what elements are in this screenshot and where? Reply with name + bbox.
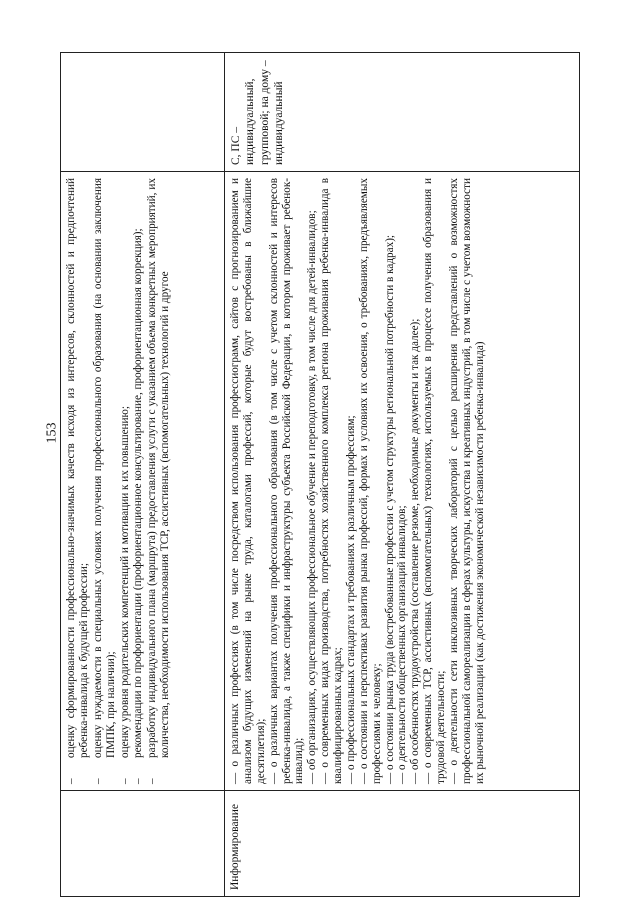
service-form-cell: С, ПС – индивидуальный, групповой; на дому – индивидуальный — [230, 60, 286, 165]
list-item: — о деятельности общественных организаций инвалидов; — [396, 505, 409, 784]
list-item: – оценку сформированности профессионально-значимых качеств исходя из интересов, склонностей и предпочтений ребенка-инвалида к будущей профессии; — [65, 178, 90, 784]
list-item: — о состоянии рынка труда (востребованные профессии с учетом структуры региональной потребности в кадрах); — [383, 234, 396, 784]
service-content-cell — [225, 171, 579, 790]
list-item: — о профессиональных стандартах и требованиях к различным профессиям; — [344, 415, 357, 784]
list-item: — об особенностях трудоустройства (составление резюме, необходимые документы и так далее); — [409, 318, 422, 784]
rotated-page — [60, 52, 580, 897]
service-name-cell: Информирование — [225, 790, 579, 896]
table-row — [61, 53, 225, 896]
list-item: – рекомендации по профориентации (профориентационное консультирование, профориентационная коррекция); — [132, 228, 145, 784]
list-item: — о состоянии и перспективах развития рынка профессий, формах и условиях их освоения, о требованиях, предъявляемых профессиями к человеку; — [357, 178, 383, 784]
service-table — [60, 52, 580, 897]
list-item: – оценку нуждаемости в специальных условиях получения профессионального образования (на основании заключения ПМПК, при наличии); — [91, 178, 117, 784]
list-item: — о различных профессиях (в том числе посредством использования профессиограмм, сайтов с прогнозированием и анализом будущих изменений на рынке труда, каталогами профессий, которые будут востребованы в ближайшие десятилетия); — [229, 178, 267, 784]
list-item: — о современных видах производства, потребностях хозяйственного комплекса региона проживания ребенка-инвалида в квалифицированных кадрах; — [319, 178, 344, 784]
list-item: — об организациях, осуществляющих профессиональное обучение и переподготовку, в том числе для детей-инвалидов; — [306, 210, 319, 784]
page-number: 153 — [44, 422, 60, 444]
service-name-cell — [61, 790, 224, 896]
list-item: — о современных ТСР, ассистивных (вспомогательных) технологиях, используемых в процессе получения образования и трудовой деятельности; — [422, 178, 447, 784]
list-item: — о деятельности сети инклюзивных творческих лабораторий с целью расширения представлений о возможностях профессиональной самореализации в сферах культуры, искусства и креативных индустрий, в том числе с учетом возможности их рыночной реализации (как достижения экономической независимости ребенка-инвалида) — [447, 178, 486, 784]
table-row — [225, 53, 579, 896]
list-item: – разработку индивидуального плана (маршрута) предоставления услуги с указанием объема конкретных мероприятий, их количества, необходимости использования ТСР, ассистивных (вспомогательных) технологий и другое — [146, 178, 172, 784]
service-content-cell — [61, 171, 224, 790]
list-item: – оценку уровня родительских компетенций и мотивации к их повышению; — [118, 406, 131, 784]
list-item: — о различных вариантах получения профессионального образования (в том числе с учетом склонностей и интересов ребенка-инвалида, а также специфики и инфраструктуры субъекта Российской Федерации, в котором проживает ребенок-инвалид); — [267, 178, 306, 784]
service-form-cell — [61, 53, 224, 171]
